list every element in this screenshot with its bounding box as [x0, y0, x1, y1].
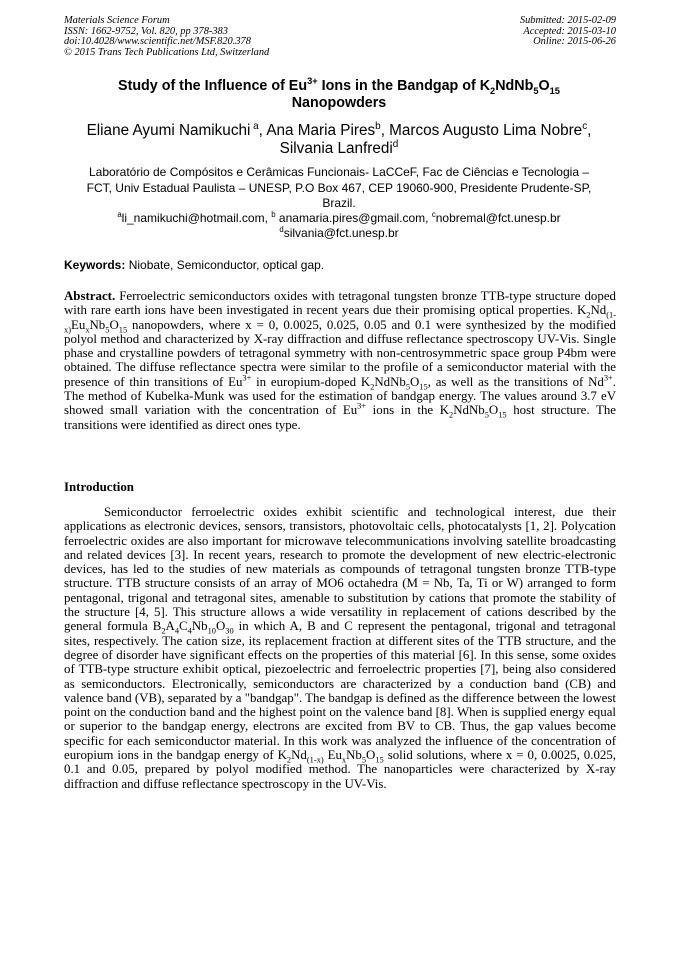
title-text: NdNb: [495, 78, 534, 94]
email-mark: b: [271, 210, 276, 219]
journal-issn: ISSN: 1662-9752, Vol. 820, pp 378-383: [64, 25, 228, 37]
intro-text: solid solutions, where x = 0, 0.0025, 0.025, 0.1 and 0.05, prepared by polyol modified method. The nanoparticles were characterized by X-ray diffraction and diffuse reflectance spectroscopy in the UV-Vis.: [64, 748, 617, 791]
abstract-text: Ferroelectric semiconductors oxides with tetragonal tungsten bronze TTB-type structure doped with rare earth ions have been investigated in recent years due their promising optical properties. K: [64, 289, 616, 318]
intro-text: A: [165, 619, 175, 634]
title-line-1: [60, 78, 618, 95]
author-mark: a: [250, 120, 259, 132]
abstract-sub: (1-x): [64, 310, 616, 335]
abstract-text: nanopowders, where x = 0, 0.0025, 0.025, 0.05 and 0.1 were synthesized by the modified polyol method and characterized by X-ray diffraction and diffuse reflectance spectroscopy UV-Vis. Single phase and crystalline powders of tetragonal symmetry with non-centrosymmetric space group P4bm were obtained. The diffuse reflectance spectra were similar to the profile of a semiconductor material with the presence of thin transitions of Eu: [64, 317, 616, 389]
keywords: [64, 258, 616, 273]
intro-sub: 2: [286, 755, 292, 765]
email-mark: d: [279, 225, 284, 234]
accepted-date: Accepted: 2015-03-10: [523, 25, 616, 37]
abstract-sub: 5: [105, 325, 110, 335]
intro-text: Semiconductor ferroelectric oxides exhibit scientific and technological interest, due their applications as electronic devices, sensors, transistors, photovoltaic cells, photocatalysts [1, 2]. Polycation ferroelectric oxides are also important for microwave telecommunications involving satellite broadcasting and related devices [3]. In recent years, research to promote the development of new electric-electronic devices, has led to the studies of new materials as compounds of tetragonal tungsten bronze TTB-type structure. TTB structure consists of an array of MO6 octahedra (M = Nb, Ta, Ti or W) arranged to form pentagonal, trigonal and tetragonal sites, amenable to substitution by cations that promote the stability of the structure [4, 5]. This structure allows a wide versatility in replacement of cations described by the general formula B: [64, 505, 616, 634]
email-address[interactable]: li_namikuchi@hotmail.com,: [121, 211, 272, 225]
journal-name: Materials Science Forum: [64, 15, 170, 26]
affiliation-line: Brazil.: [322, 196, 356, 210]
author-mark: b: [375, 120, 381, 132]
email-address[interactable]: anamaria.pires@gmail.com,: [275, 211, 432, 225]
abstract-text: NdNb: [374, 374, 406, 389]
abstract-sub: 5: [484, 410, 489, 420]
abstract-text: O: [410, 374, 420, 389]
email-mark: a: [117, 210, 122, 219]
abstract-sub: x: [85, 325, 90, 335]
email-address[interactable]: silvania@fct.unesp.br: [283, 226, 399, 240]
title-sup: 3+: [307, 76, 318, 87]
email-line-1: [62, 211, 616, 226]
abstract-sub: 15: [118, 325, 128, 335]
email-mark: c: [431, 210, 436, 219]
title-text: Study of the Influence of Eu: [118, 78, 308, 94]
abstract-sup: 3+: [357, 402, 367, 412]
author-name: Silvania Lanfredi: [279, 140, 393, 157]
abstract-text: , as well as the transitions of Nd: [427, 374, 604, 389]
submitted-date: Submitted: 2015-02-09: [519, 15, 616, 26]
intro-text: Eu: [323, 748, 342, 763]
title-line-2: Nanopowders: [291, 95, 387, 111]
intro-sub: x: [341, 755, 347, 765]
abstract-text: host structure. The transitions were identified as direct ones type.: [64, 403, 617, 432]
keywords-text: Niobate, Semiconductor, optical gap.: [125, 258, 325, 272]
affiliation: [62, 165, 616, 212]
abstract-text: in europium-doped K: [251, 374, 371, 389]
intro-text: C: [179, 619, 188, 634]
intro-text: in which A, B and C represent the pentagonal, trigonal and tetragonal sites, respectively. The cation size, its replacement fraction at different sites of the TTB structure, and the degree of disorder have significant effects on the properties of this material [6]. In this sense, some oxides of TTB-type structure exhibit optical, piezoelectric and ferroelectric properties [7], being also considered as semiconductors. Electronically, semiconductors are characterized by a conduction band (CB) and valence band (VB), separated by a "bandgap". The bandgap is defined as the difference between the lowest point on the conduction band and the highest point on the valence band [8]. When is supplied energy equal or superior to the bandgap energy, electrons are excited from BV to CB. Thus, the gap values become specific for each semiconductor material. In this work was analyzed the influence of the concentration of europium ions in the bandgap energy of K: [64, 619, 616, 763]
abstract-sub: 5: [405, 382, 411, 392]
dates-header: [520, 16, 616, 48]
intro-text: Nd: [291, 748, 307, 763]
affiliation-line: Laboratório de Compósitos e Cerâmicas Funcionais- LaCCeF, Fac de Ciências e Tecnologia –: [88, 165, 590, 179]
abstract-text: O: [488, 403, 499, 418]
journal-copyright: © 2015 Trans Tech Publications Ltd, Switzerland: [64, 46, 270, 58]
paper-title: [60, 78, 618, 112]
online-date: Online: 2015-06-26: [533, 36, 616, 48]
title-sub: 15: [549, 85, 560, 96]
abstract-text: . The method of Kubelka-Munk was used for the estimation of bandgap energy. The values around 3.7 eV showed small variation with the concentration of Eu: [64, 374, 616, 418]
author-line-2: [60, 140, 618, 158]
intro-text: Nb: [191, 619, 208, 634]
journal-doi[interactable]: doi:10.4028/www.scientific.net/MSF.820.378: [64, 36, 251, 48]
email-line-2: [62, 226, 616, 241]
abstract-sub: 15: [419, 382, 428, 392]
abstract-text: ions in the K: [366, 403, 450, 418]
intro-sub: 5: [361, 755, 367, 765]
abstract-sub: 15: [498, 410, 507, 420]
abstract-sub: 2: [370, 382, 375, 392]
author-line-1: [60, 122, 618, 140]
intro-text: O: [215, 619, 226, 634]
abstract-text: Nd: [590, 303, 607, 318]
author-mark: c: [582, 120, 588, 132]
intro-sub: 4: [174, 626, 180, 636]
intro-sub: 4: [187, 626, 192, 636]
keywords-label: Keywords:: [64, 258, 126, 272]
journal-header: [64, 16, 269, 58]
intro-text: O: [366, 748, 376, 763]
author-separator: ,: [587, 122, 592, 139]
introduction-paragraph: [64, 505, 616, 791]
section-heading-introduction: Introduction: [64, 480, 134, 494]
abstract-sub: 2: [449, 410, 454, 420]
author-list: [60, 122, 618, 158]
email-address[interactable]: nobremal@fct.unesp.br: [435, 211, 561, 225]
abstract-text: NdNb: [453, 403, 485, 418]
author-name: , Marcos Augusto Lima Nobre: [380, 122, 583, 139]
title-sub: 2: [490, 85, 496, 96]
abstract-label: Abstract.: [64, 289, 116, 303]
abstract: [64, 289, 616, 432]
intro-sub: 30: [225, 626, 234, 636]
intro-sub: (1-x): [306, 755, 324, 765]
affiliation-line: FCT, Univ Estadual Paulista – UNESP, P.O Box 467, CEP 19060-900, Presidente Prudente-SP,: [86, 180, 592, 195]
abstract-text: Eu: [70, 317, 86, 332]
intro-text: Nb: [346, 748, 362, 763]
title-text: O: [538, 78, 550, 94]
intro-sub: 10: [207, 626, 216, 636]
intro-sub: 15: [375, 755, 384, 765]
intro-sub: 2: [161, 626, 166, 636]
abstract-sup: 3+: [242, 373, 252, 383]
abstract-sup: 3+: [603, 373, 613, 383]
abstract-text: Nb: [89, 317, 106, 332]
author-mark: d: [392, 138, 399, 150]
abstract-text: O: [109, 317, 119, 332]
author-name: Eliane Ayumi Namikuchi: [86, 122, 251, 139]
title-text: Ions in the Bandgap of K: [317, 78, 491, 94]
abstract-sub: 2: [586, 310, 591, 320]
author-name: , Ana Maria Pires: [258, 122, 376, 139]
introduction-body: [64, 505, 616, 791]
author-emails: [62, 211, 616, 241]
title-sub: 5: [533, 85, 539, 96]
